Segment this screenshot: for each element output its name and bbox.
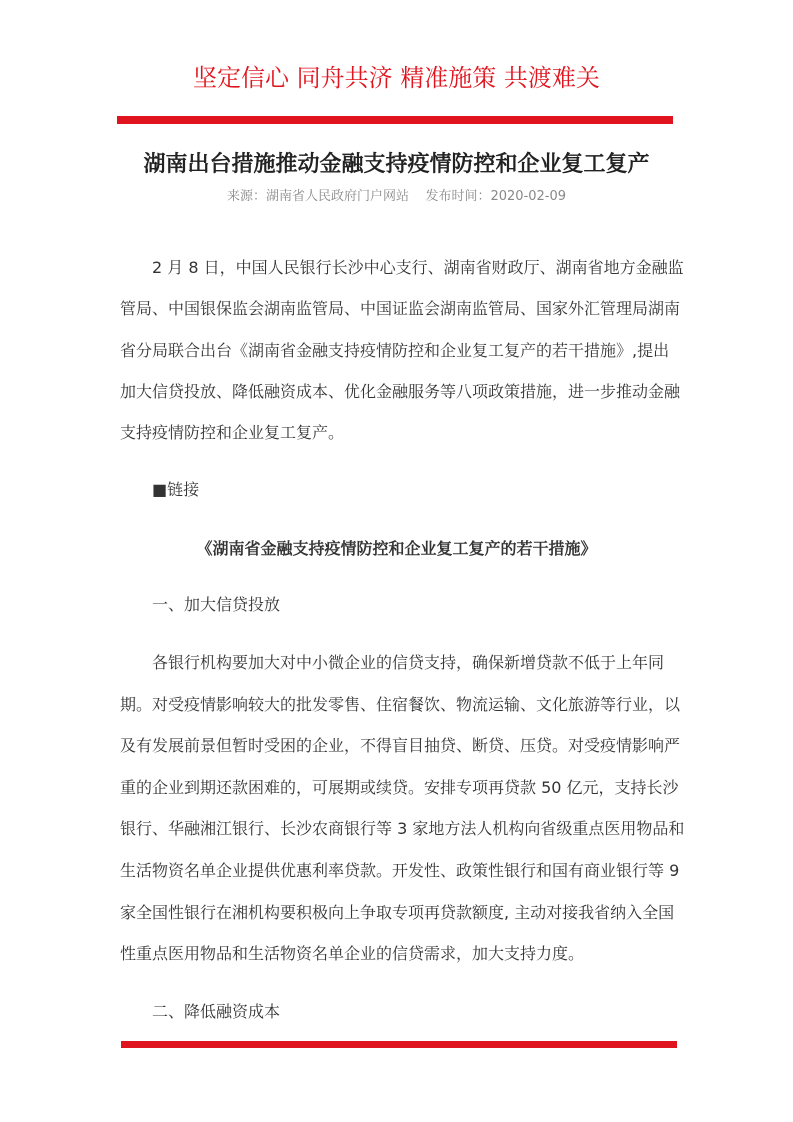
article-meta: 来源：湖南省人民政府门户网站 发布时间：2020-02-09 — [226, 189, 567, 204]
paragraph-line: 重的企业到期还款困难的，可展期或续贷。安排专项再贷款 50 亿元，支持长沙 — [120, 777, 679, 797]
paragraph-line: 银行、华融湘江银行、长沙农商银行等 3 家地方法人机构向省级重点医用物品和 — [120, 819, 685, 839]
paragraph-line: 生活物资名单企业提供优惠利率贷款。开发性、政策性银行和国有商业银行等 9 — [120, 861, 680, 880]
paragraph-line: 性重点医用物品和生活物资名单企业的信贷需求，加大支持力度。 — [120, 944, 585, 964]
paragraph-line: 家全国性银行在湘机构要积极向上争取专项再贷款额度, 主动对接我省纳入全国 — [120, 902, 675, 922]
paragraph-line: 各银行机构要加大对中小微企业的信贷支持，确保新增贷款不低于上年同 — [120, 653, 665, 672]
paragraph-line: 及有发展前景但暂时受困的企业，不得盲目抽贷、断贷、压贷。对受疫情影响严 — [120, 736, 681, 756]
paragraph-line: 支持疫情防控和企业复工复产。 — [120, 423, 345, 443]
article-title: 湖南出台措施推动金融支持疫情防控和企业复工复产 — [143, 152, 650, 177]
section-2-heading: 二、降低融资成本 — [120, 1002, 281, 1021]
paragraph-line: 期。对受疫情影响较大的批发零售、住宿餐饮、物流运输、文化旅游等行业，以 — [120, 694, 681, 714]
paragraph-line: 2 月 8 日，中国人民银行长沙中心支行、湖南省财政厅、湖南省地方金融监 — [120, 258, 684, 277]
paragraph-line: 管局、中国银保监会湖南监管局、中国证监会湖南监管局、国家外汇管理局湖南 — [120, 299, 681, 319]
paragraph-line: 加大信贷投放、降低融资成本、优化金融服务等八项政策措施，进一步推动金融 — [120, 381, 681, 401]
section-1-heading: 一、加大信贷投放 — [120, 595, 281, 614]
measures-subtitle: 《湖南省金融支持疫情防控和企业复工复产的若干措施》 — [196, 539, 597, 558]
paragraph-line: 省分局联合出台《湖南省金融支持疫情防控和企业复工复产的若干措施》,提出 — [120, 340, 670, 360]
link-label: ■链接 — [120, 480, 200, 499]
slogan-banner: 坚定信心 同舟共济 精准施策 共渡难关 — [193, 64, 600, 92]
bottom-red-divider — [121, 1041, 677, 1048]
top-red-divider — [117, 116, 673, 124]
